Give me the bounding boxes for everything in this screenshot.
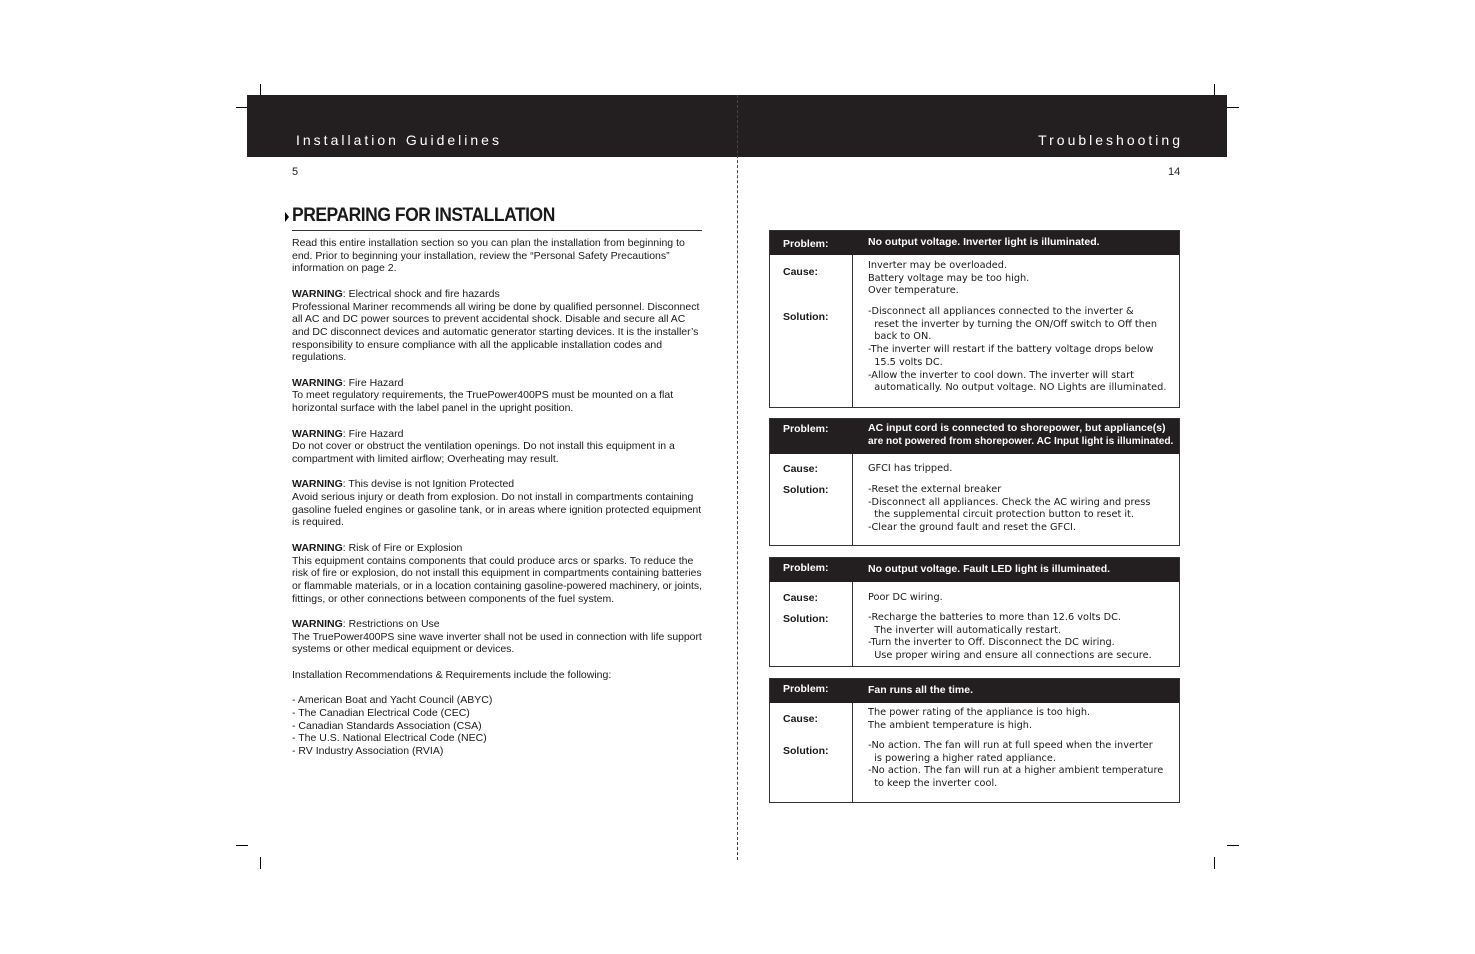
warning-title: : Risk of Fire or Explosion [342,541,463,554]
text-line: is required. [292,516,344,529]
problem-row [770,419,1179,454]
problem-line: are not powered from shorepower. AC Input light is illuminated. [868,434,1174,447]
solution-line: -Allow the inverter to cool down. The inverter will start [868,369,1134,381]
warning-paragraph [292,478,702,529]
cause-text [868,592,1175,605]
problem-text [868,422,1173,447]
right-page-number: 14 [1168,166,1181,178]
problem-line: AC input cord is connected to shorepower, but appliance(s) [868,422,1166,434]
problem-text [868,236,1173,249]
problem-line: No output voltage. Fault LED light is illuminated. [868,563,1111,575]
warning-title: : Fire Hazard [342,427,404,440]
solution-line: -Reset the external breaker [868,484,1002,495]
cause-line: The ambient temperature is high. [868,719,1033,731]
warning-paragraph [292,618,702,656]
solution-line: -Clear the ground fault and reset the GFCI. [868,522,1076,534]
solution-line: -No action. The fan will run at full speed when the inverter [868,740,1153,751]
left-page-content [292,205,702,770]
troubleshooting-table [769,557,1180,667]
left-body-text [292,237,702,758]
cause-line: Poor DC wiring. [868,592,943,603]
section-marker-icon [285,212,289,222]
column-divider [852,582,853,666]
cause-line: Inverter may be overloaded. [868,260,1008,271]
table-body [770,582,1179,666]
solution-line: -Disconnect all appliances. Check the AC wiring and press [868,496,1151,508]
warning-paragraph [292,428,702,466]
text-line: all AC and DC power sources to prevent accidental shock. Disable and secure all AC [292,313,686,326]
table-body [770,454,1179,545]
solution-text [868,484,1175,535]
solution-line: -Recharge the batteries to more than 12.6 volts DC. [868,612,1122,623]
text-line: gasoline fueled engines or gasoline tank, or in areas where ignition protected equipment [292,503,702,516]
cause-line: Battery voltage may be too high. [868,272,1030,284]
text-line: information on page 2. [292,262,397,275]
cause-label: Cause: [783,592,819,604]
troubleshooting-table [769,230,1180,408]
problem-text [868,563,1173,576]
problem-text [868,684,1173,697]
warning-heading [292,478,702,491]
text-line: - The U.S. National Electrical Code (NEC) [292,732,487,745]
problem-label: Problem: [783,683,829,695]
warning-label: WARNING [292,478,343,491]
warning-paragraph [292,542,702,606]
solution-text [868,612,1175,663]
problem-line: Fan runs all the time. [868,684,974,696]
crop-mark [1227,107,1239,108]
section-rule [292,230,702,231]
recommendation-list [292,694,702,758]
problem-row [770,558,1179,582]
warning-label: WARNING [292,427,343,440]
left-page-number: 5 [292,166,299,178]
solution-label: Solution: [783,484,829,496]
text-line: horizontal surface with the label panel in the upright position. [292,402,574,415]
warning-label: WARNING [292,287,343,300]
warning-heading [292,428,702,441]
text-line: Installation Recommendations & Requirements include the following: [292,668,612,681]
warning-title: : Restrictions on Use [342,618,440,630]
column-divider [852,703,853,802]
text-line: or flammable materials, or in a location containing gasoline-powered machinery, or joints, [292,579,703,592]
table-body [770,703,1179,802]
warning-label: WARNING [292,541,343,554]
warning-label: WARNING [292,376,343,389]
solution-line: to keep the inverter cool. [868,778,998,790]
text-line: - American Boat and Yacht Council (ABYC) [292,694,493,707]
text-line: compartment with limited airflow; Overheating may result. [292,452,559,465]
cause-line: GFCI has tripped. [868,463,953,474]
text-line: and DC disconnect devices and automatic generator starting devices. It is the installer’s [292,325,699,338]
solution-line: the supplemental circuit protection button to reset it. [868,509,1134,521]
problem-label: Problem: [783,562,829,574]
problem-label: Problem: [783,238,829,250]
cause-label: Cause: [783,463,819,475]
text-line: - Canadian Standards Association (CSA) [292,719,482,732]
troubleshooting-table [769,418,1180,546]
left-header-title: Installation Guidelines [296,132,502,148]
solution-label: Solution: [783,613,829,625]
solution-line: -Disconnect all appliances connected to the inverter & [868,306,1134,317]
table-body [770,255,1179,407]
text-line: - RV Industry Association (RVIA) [292,745,444,757]
problem-row [770,231,1179,255]
solution-line: The inverter will automatically restart. [868,624,1062,636]
warning-heading [292,288,702,301]
solution-text [868,306,1175,395]
solution-text [868,740,1175,791]
solution-line: automatically. No output voltage. NO Lights are illuminated. [868,382,1167,394]
solution-line: -Turn the inverter to Off. Disconnect the DC wiring. [868,637,1115,649]
column-divider [852,255,853,407]
troubleshooting-table [769,678,1180,803]
text-line: Professional Mariner recommends all wiring be done by qualified personnel. Disconnect [292,300,700,313]
cause-text [868,707,1175,732]
crop-mark [1214,857,1215,869]
warning-heading [292,542,702,555]
warning-title: : Electrical shock and fire hazards [342,287,500,300]
problem-row [770,679,1179,703]
cause-text [868,260,1175,298]
cause-line: Over temperature. [868,285,959,297]
cause-text [868,463,1175,476]
text-line: fittings, or other connections between components of the fuel system. [292,592,615,605]
text-line: Avoid serious injury or death from explosion. Do not install in compartments containing [292,491,694,503]
solution-line: 15.5 volts DC. [868,356,943,368]
text-line: Read this entire installation section so you can plan the installation from beginning to [292,237,685,249]
right-header-title: Troubleshooting [1038,132,1183,148]
solution-label: Solution: [783,311,829,323]
recommend-intro [292,669,702,682]
crop-mark [1227,845,1239,846]
text-line: The TruePower400PS sine wave inverter shall not be used in connection with life support [292,630,702,643]
solution-line: Use proper wiring and ensure all connections are secure. [868,650,1152,662]
solution-label: Solution: [783,745,829,757]
text-line: end. Prior to beginning your installation, review the “Personal Safety Precautions” [292,249,670,262]
warning-paragraph [292,377,702,415]
text-line: To meet regulatory requirements, the TruePower400PS must be mounted on a flat [292,389,674,402]
cause-label: Cause: [783,266,819,278]
problem-label: Problem: [783,423,829,435]
solution-line: reset the inverter by turning the ON/Off switch to Off then [868,318,1158,330]
text-line: This equipment contains components that could produce arcs or sparks. To reduce the [292,554,694,567]
text-line: systems or other medical equipment or devices. [292,643,515,656]
cause-line: The power rating of the appliance is too high. [868,707,1091,718]
solution-line: -The inverter will restart if the battery voltage drops below [868,344,1154,356]
column-divider [852,454,853,545]
fold-line [737,95,738,860]
warning-title: : This devise is not Ignition Protected [342,478,515,491]
problem-line: No output voltage. Inverter light is illuminated. [868,236,1100,248]
crop-mark [236,845,248,846]
text-line: responsibility to ensure compliance with all the applicable installation codes and [292,338,663,351]
warning-heading [292,618,702,631]
text-line: risk of fire or explosion, do not install this equipment in compartments containing batteries [292,567,702,580]
warning-paragraph [292,288,702,364]
text-line: Do not cover or obstruct the ventilation openings. Do not install this equipment in a [292,440,675,453]
cause-label: Cause: [783,713,819,725]
solution-line: back to ON. [868,331,932,343]
warning-title: : Fire Hazard [342,376,404,389]
warning-heading [292,377,702,390]
text-line: - The Canadian Electrical Code (CEC) [292,706,470,719]
text-line: regulations. [292,351,347,364]
intro-paragraph [292,237,702,275]
crop-mark [260,857,261,869]
section-title: PREPARING FOR INSTALLATION [292,205,555,226]
solution-line: is powering a higher rated appliance. [868,752,1056,764]
warning-label: WARNING [292,618,343,630]
solution-line: -No action. The fan will run at a higher ambient temperature [868,765,1164,777]
